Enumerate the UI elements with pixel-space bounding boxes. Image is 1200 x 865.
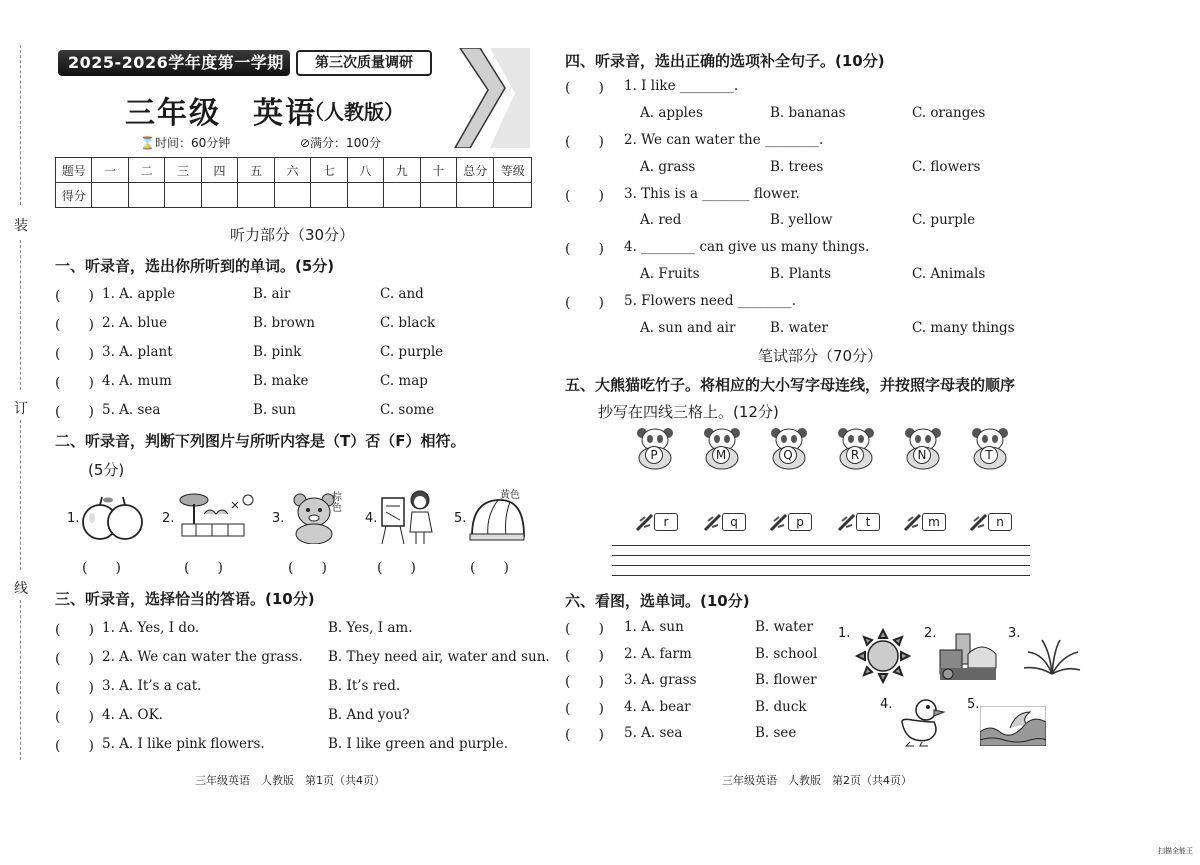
answer-paren[interactable]: ( ) — [565, 241, 604, 257]
s6-item-b: B. duck — [755, 699, 807, 715]
s1-item-b: B. air — [253, 286, 291, 302]
uppercase-letter: Q — [779, 446, 797, 464]
s1-item-a: 3. A. plant — [102, 344, 173, 360]
answer-paren[interactable]: ( ) — [55, 651, 94, 667]
binding-line — [20, 600, 21, 760]
s4-option-a: A. grass — [640, 159, 696, 175]
s4-question: 3. This is a _______ flower. — [624, 186, 800, 202]
lowercase-letter: p — [788, 513, 812, 531]
score-table-cell: 四 — [201, 158, 237, 183]
s1-item-c: C. map — [380, 373, 428, 389]
section-5-title-2: 抄写在四线三格上。(12分) — [598, 403, 779, 421]
binding-zhuang: 装 — [14, 218, 28, 234]
bamboo-icon — [836, 511, 882, 533]
s3-item-a: 5. A. I like pink flowers. — [102, 736, 265, 752]
s1-item-a: 4. A. mum — [102, 373, 172, 389]
lowercase-letter: r — [654, 513, 678, 531]
s6-item-a: 4. A. bear — [624, 699, 691, 715]
s1-item-c: C. and — [380, 286, 424, 302]
sea-wave-icon — [980, 706, 1046, 746]
answer-paren[interactable]: ( ) — [82, 560, 121, 576]
bamboo-icon — [634, 511, 680, 533]
score-table-cell: 六 — [274, 158, 310, 183]
score-table-cell: 总分 — [456, 158, 493, 183]
s3-item-a: 3. A. It’s a cat. — [102, 678, 202, 694]
s4-option-b: B. bananas — [770, 105, 846, 121]
s4-option-c: C. purple — [912, 212, 976, 228]
s2-num: 3. — [272, 511, 285, 526]
s6-item-b: B. school — [755, 646, 818, 662]
section-2-score: (5分) — [88, 461, 125, 479]
s4-option-c: C. oranges — [912, 105, 986, 121]
s6-item-b: B. water — [755, 619, 813, 635]
page-title: 三年级 英语 — [125, 96, 317, 131]
s3-item-a: 4. A. OK. — [102, 707, 163, 723]
footer-page-1: 三年级英语 人教版 第1页（共4页） — [195, 774, 385, 787]
uppercase-letter: N — [913, 446, 931, 464]
answer-paren[interactable]: ( ) — [55, 622, 94, 638]
answer-paren[interactable]: ( ) — [565, 674, 604, 690]
sun-icon — [855, 628, 911, 684]
s1-item-b: B. sun — [253, 402, 296, 418]
s3-item-a: 2. A. We can water the grass. — [102, 649, 303, 665]
score-cell-blank[interactable] — [494, 183, 532, 208]
lowercase-letter: n — [988, 513, 1012, 531]
answer-paren[interactable]: ( ) — [565, 80, 604, 96]
listening-title: 听力部分（30分） — [230, 226, 355, 244]
answer-paren[interactable]: ( ) — [565, 701, 604, 717]
section-1-title: 一、听录音，选出你所听到的单词。(5分) — [55, 257, 335, 275]
s4-question: 5. Flowers need ________. — [624, 293, 797, 309]
s4-option-c: C. many things — [912, 320, 1015, 336]
s1-item-b: B. brown — [253, 315, 315, 331]
section-3-title: 三、听录音，选择恰当的答语。(10分) — [55, 590, 315, 608]
score-table-cell: 一 — [92, 158, 128, 183]
s6-item-b: B. flower — [755, 672, 817, 688]
s1-item-a: 2. A. blue — [102, 315, 168, 331]
lowercase-letter: t — [856, 513, 880, 531]
lowercase-letter: q — [722, 513, 746, 531]
score-table-cell: 八 — [347, 158, 383, 183]
s3-item-a: 1. A. Yes, I do. — [102, 620, 200, 636]
score-cell-blank[interactable] — [238, 183, 274, 208]
answer-paren[interactable]: ( ) — [55, 317, 94, 333]
answer-paren[interactable]: ( ) — [565, 295, 604, 311]
answer-paren[interactable]: ( ) — [288, 560, 327, 576]
uppercase-letter: R — [846, 446, 864, 464]
term-banner: 2025-2026学年度第一学期 — [58, 50, 290, 76]
writing-line — [612, 575, 1030, 576]
writing-title: 笔试部分（70分） — [758, 347, 883, 365]
s4-option-a: A. sun and air — [640, 320, 736, 336]
score-table-cell: 五 — [238, 158, 274, 183]
answer-paren[interactable]: ( ) — [184, 560, 223, 576]
s3-item-b: B. It’s red. — [328, 678, 401, 694]
score-table-cell: 七 — [311, 158, 347, 183]
s2-num: 1. — [67, 511, 80, 526]
answer-paren[interactable]: ( ) — [565, 727, 604, 743]
section-4-title: 四、听录音，选出正确的选项补全句子。(10分) — [565, 52, 885, 70]
answer-paren[interactable]: ( ) — [55, 738, 94, 754]
s6-pic-num: 3. — [1008, 626, 1021, 641]
farm-scene-icon — [176, 490, 256, 542]
binding-ding: 订 — [14, 401, 28, 417]
s4-question: 1. I like ________. — [624, 78, 739, 94]
binding-line — [20, 45, 21, 205]
s1-item-b: B. pink — [253, 344, 302, 360]
score-table-cell: 九 — [384, 158, 420, 183]
s4-option-c: C. flowers — [912, 159, 981, 175]
s4-question: 4. ________ can give us many things. — [624, 239, 870, 255]
s1-item-a: 1. A. apple — [102, 286, 176, 302]
score-cell-blank[interactable] — [456, 183, 493, 208]
panda-icon — [633, 426, 677, 470]
apples-icon — [80, 494, 146, 544]
s4-option-b: B. yellow — [770, 212, 833, 228]
s1-item-c: C. purple — [380, 344, 444, 360]
score-cell-blank[interactable] — [201, 183, 237, 208]
s6-item-a: 2. A. farm — [624, 646, 692, 662]
s6-item-a: 5. A. sea — [624, 725, 683, 741]
time-label: ⌛时间：60分钟 — [140, 136, 231, 150]
score-table-cell: 十 — [420, 158, 456, 183]
panda-icon — [968, 426, 1012, 470]
color-yellow-label: 黄色 — [500, 490, 520, 501]
answer-paren[interactable]: ( ) — [55, 680, 94, 696]
score-table-cell: 得分 — [56, 183, 92, 208]
duck-icon — [896, 696, 948, 748]
color-brown-label: 棕色 — [332, 492, 342, 514]
s2-num: 4. — [365, 511, 378, 526]
score-cell-blank[interactable] — [274, 183, 310, 208]
edition-label: （人教版） — [304, 100, 404, 124]
s4-option-b: B. Plants — [770, 266, 832, 282]
score-cell-blank[interactable] — [128, 183, 164, 208]
section-2-title: 二、听录音，判断下列图片与所听内容是（T）否（F）相符。 — [55, 432, 466, 450]
girl-drawing-icon — [378, 488, 436, 546]
score-table-cell: 等级 — [494, 158, 532, 183]
s1-item-c: C. black — [380, 315, 436, 331]
s6-pic-num: 1. — [838, 626, 851, 641]
s6-pic-num: 5. — [967, 697, 980, 712]
answer-paren[interactable]: ( ) — [55, 346, 94, 362]
s6-item-a: 1. A. sun — [624, 619, 684, 635]
s4-option-b: B. water — [770, 320, 828, 336]
full-score-label: ⊘满分：100分 — [300, 136, 381, 150]
farm-icon — [938, 630, 998, 682]
answer-paren[interactable]: ( ) — [55, 709, 94, 725]
bear-icon — [290, 492, 338, 544]
score-table-header-row — [56, 158, 532, 183]
s3-item-b: B. They need air, water and sun. — [328, 649, 550, 665]
panda-icon — [834, 426, 878, 470]
answer-paren[interactable]: ( ) — [565, 648, 604, 664]
s6-item-a: 3. A. grass — [624, 672, 697, 688]
answer-paren[interactable]: ( ) — [55, 288, 94, 304]
s2-num: 2. — [162, 511, 175, 526]
score-table-cell: 三 — [165, 158, 201, 183]
s6-item-b: B. see — [755, 725, 797, 741]
uppercase-letter: M — [712, 446, 730, 464]
s6-pic-num: 2. — [924, 626, 937, 641]
s2-num: 5. — [454, 511, 467, 526]
bamboo-icon — [902, 511, 948, 533]
panda-icon — [700, 426, 744, 470]
answer-paren[interactable]: ( ) — [377, 560, 416, 576]
exam-type-banner: 第三次质量调研 — [296, 50, 432, 76]
answer-paren[interactable]: ( ) — [470, 560, 509, 576]
uppercase-letter: T — [980, 446, 998, 464]
s4-option-a: A. apples — [640, 105, 703, 121]
s3-item-b: B. Yes, I am. — [328, 620, 413, 636]
decoration-chevron-icon — [450, 48, 530, 148]
answer-paren[interactable]: ( ) — [565, 621, 604, 637]
s4-option-b: B. trees — [770, 159, 824, 175]
uppercase-letter: P — [645, 446, 663, 464]
score-table-cell: 二 — [128, 158, 164, 183]
writing-line — [612, 565, 1030, 566]
answer-paren[interactable]: ( ) — [565, 188, 604, 204]
hat-icon — [468, 496, 526, 542]
score-cell-blank[interactable] — [384, 183, 420, 208]
bamboo-icon — [968, 511, 1014, 533]
lowercase-letter: m — [922, 513, 946, 531]
score-cell-blank[interactable] — [165, 183, 201, 208]
footer-page-2: 三年级英语 人教版 第2页（共4页） — [722, 774, 912, 787]
bamboo-icon — [768, 511, 814, 533]
writing-line — [612, 545, 1030, 546]
s4-question: 2. We can water the ________. — [624, 132, 824, 148]
grass-icon — [1022, 636, 1082, 676]
section-5-title: 五、大熊猫吃竹子。将相应的大小写字母连线，并按照字母表的顺序 — [565, 376, 1016, 394]
answer-paren[interactable]: ( ) — [565, 134, 604, 150]
s1-item-c: C. some — [380, 402, 435, 418]
scanner-logo: 扫描全能王 — [1158, 847, 1193, 855]
s3-item-b: B. And you? — [328, 707, 410, 723]
s6-pic-num: 4. — [880, 697, 893, 712]
s4-option-a: A. Fruits — [640, 266, 700, 282]
section-6-title: 六、看图，选单词。(10分) — [565, 592, 750, 610]
binding-line — [20, 240, 21, 390]
score-cell-blank[interactable] — [92, 183, 128, 208]
score-table — [55, 157, 532, 208]
binding-xian: 线 — [14, 581, 28, 597]
panda-icon — [901, 426, 945, 470]
s4-option-c: C. Animals — [912, 266, 986, 282]
panda-icon — [767, 426, 811, 470]
s1-item-a: 5. A. sea — [102, 402, 161, 418]
s1-item-b: B. make — [253, 373, 309, 389]
score-table-cell: 题号 — [56, 158, 92, 183]
score-cell-blank[interactable] — [420, 183, 456, 208]
score-table-score-row — [56, 183, 532, 208]
s3-item-b: B. I like green and purple. — [328, 736, 508, 752]
bamboo-icon — [702, 511, 748, 533]
score-cell-blank[interactable] — [311, 183, 347, 208]
answer-paren[interactable]: ( ) — [55, 404, 94, 420]
score-cell-blank[interactable] — [347, 183, 383, 208]
writing-line — [612, 555, 1030, 556]
answer-paren[interactable]: ( ) — [55, 375, 94, 391]
binding-line — [20, 420, 21, 570]
s4-option-a: A. red — [640, 212, 682, 228]
